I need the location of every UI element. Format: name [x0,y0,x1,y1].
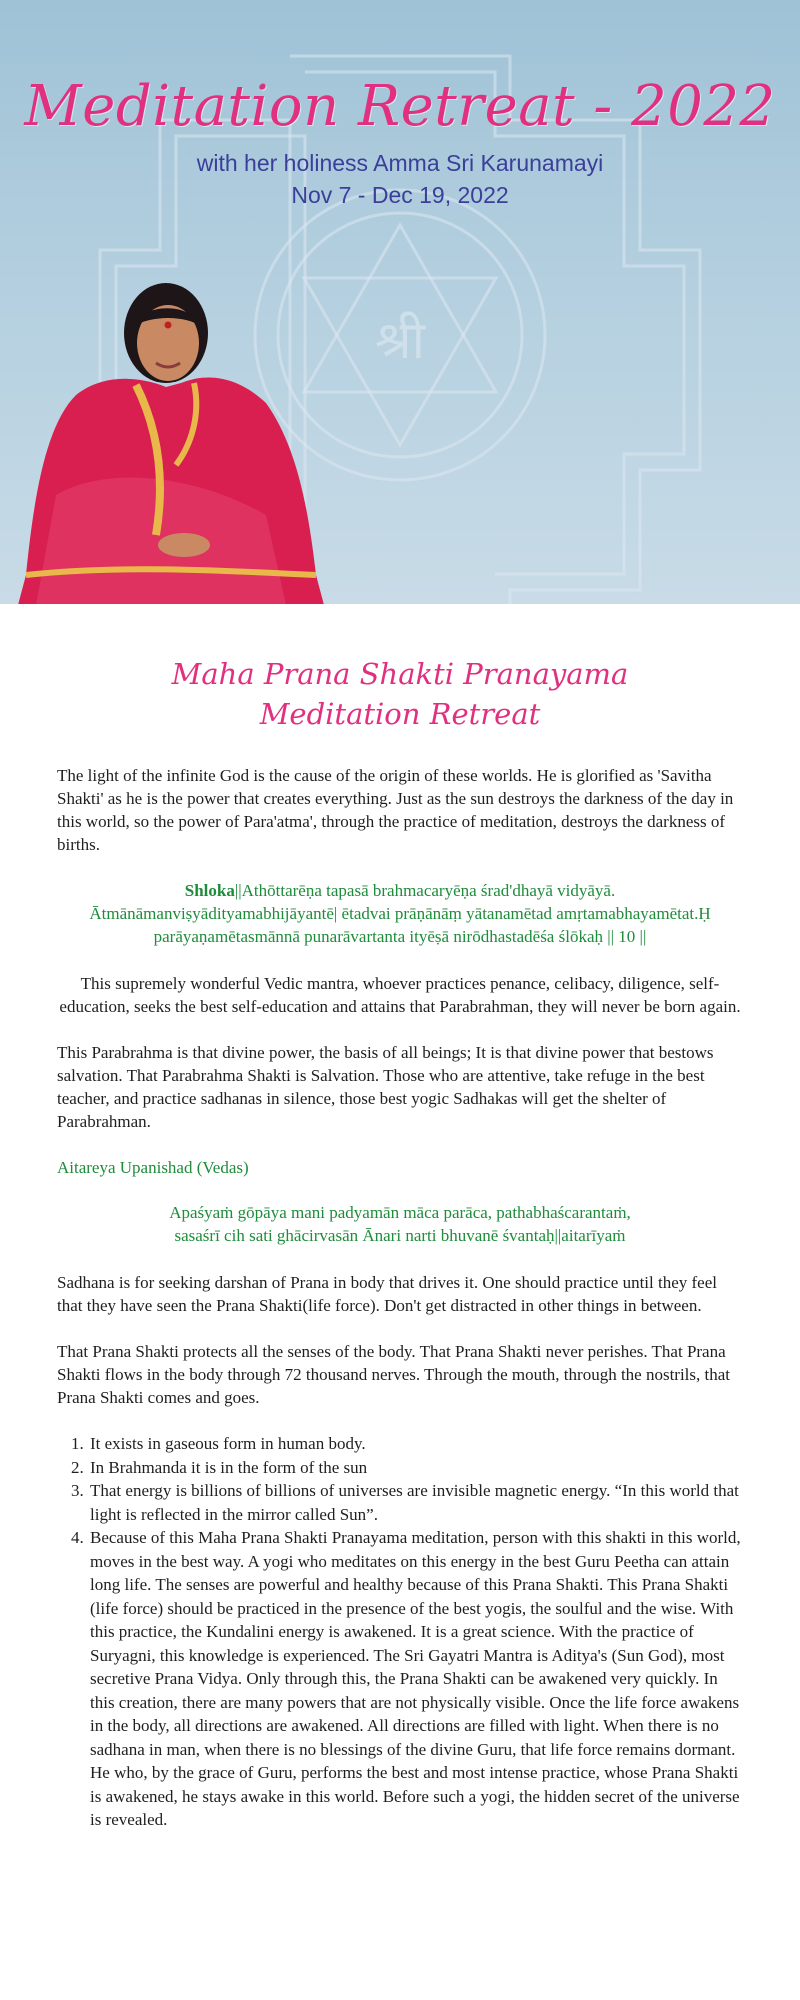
shri-symbol: श्री [374,311,426,371]
shloka-text: ||Athōttarēṇa tapasā brahmacaryēṇa śrad'dhayā vidyāyā. Ātmānāmanviṣyādityamabhijāyantē| ētadvai prāṇānāṃ yātanamētad amṛtamabhayamētat.Ḥ parāyaṇamētasmānnā punarāvartanta ityēṣā nirōdhastadēśa ślōkaḥ || 10 || [89,881,711,946]
shloka-block [69,879,731,948]
prana-shakti-list [57,1432,743,1832]
parabrahma-paragraph: This Parabrahma is that divine power, the basis of all beings; It is that divine power that bestows salvation. That Parabrahma Shakti is Salvation. Those who are attentive, take refuge in the best teacher, and practice sadhanas in silence, those best yogic Sadhakas will get the shelter of Parabrahman. [57,1043,714,1131]
section-title [57,654,743,734]
list-item: 3. That energy is billions of billions of universes are invisible magnetic energy. “In this world that light is reflected in the mirror called Sun”. [88,1479,743,1526]
section-title-line1: Maha Prana Shakti Pranayama [171,657,629,691]
shloka-label: Shloka [184,881,235,900]
list-item: 1. It exists in gaseous form in human body. [88,1432,743,1456]
retreat-content [0,654,800,1832]
section-title-line2: Meditation Retreat [259,697,541,731]
hero-banner [0,0,800,604]
verse-line-2: sasaśrī cih sati ghācirvasān Ānari narti bhuvanē śvantaḥ||aitarīyaṁ [174,1226,626,1245]
prana-shakti-paragraph: That Prana Shakti protects all the senses of the body. That Prana Shakti never perishes. That Prana Shakti flows in the body through 72 thousand nerves. Through the mouth, through the nostrils, that Prana Shakti comes and goes. [57,1342,731,1407]
hero-dates: Nov 7 - Dec 19, 2022 [291,182,509,208]
aitareya-upanishad-label: Aitareya Upanishad (Vedas) [57,1158,249,1177]
sadhana-paragraph: Sadhana is for seeking darshan of Prana in body that drives it. One should practice until they feel that they have seen the Prana Shakti(life force). Don't get distracted in other things in between. [57,1273,717,1315]
list-item: 2. In Brahmanda it is in the form of the sun [88,1456,743,1480]
vedic-mantra-paragraph: This supremely wonderful Vedic mantra, whoever practices penance, celibacy, diligence, self-education, seeks the best self-education and attains that Parabrahman, they will never be born again. [59,974,741,1016]
hero-subtitle: with her holiness Amma Sri Karunamayi [196,150,604,176]
amma-portrait-image [16,275,326,604]
aitareya-verse [69,1201,731,1247]
verse-line-1: Apaśyaṁ gōpāya mani padyamān māca parāca, pathabhaścarantaṁ, [169,1203,631,1222]
intro-paragraph: The light of the infinite God is the cause of the origin of these worlds. He is glorified as 'Savitha Shakti' as he is the power that creates everything. Just as the sun destroys the darkness of the day in this world, so the power of Para'atma', through the practice of meditation, destroys the darkness of births. [57,766,734,854]
list-item: 4. Because of this Maha Prana Shakti Pranayama meditation, person with this shakti in this world, moves in the best way. A yogi who meditates on this energy in the best Guru Peetha can attain long life. The senses are powerful and healthy because of this Prana Shakti. This Prana Shakti (life force) should be practiced in the presence of the best yogis, the soulful and the wise. With this practice, the Kundalini energy is awakened. It is a great science. With the practice of Suryagni, this knowledge is experienced. The Sri Gayatri Mantra is Aditya's (Sun God), most secretive Prana Vidya. Only through this, the Prana Shakti can be awakened very quickly. In this creation, there are many powers that are not physically visible. Once the life force awakens in the body, all directions are awakened. All directions are filled with light. When there is no sadhana in man, when there is no blessings of the divine Guru, that life force remains dormant. He who, by the grace of Guru, performs the best and most intense practice, whose Prana Shakti is awakened, he stays awake in this world. Before such a yogi, the hidden secret of the universe is revealed. [88,1526,743,1832]
hero-title: Meditation Retreat - 2022 [24,74,776,139]
